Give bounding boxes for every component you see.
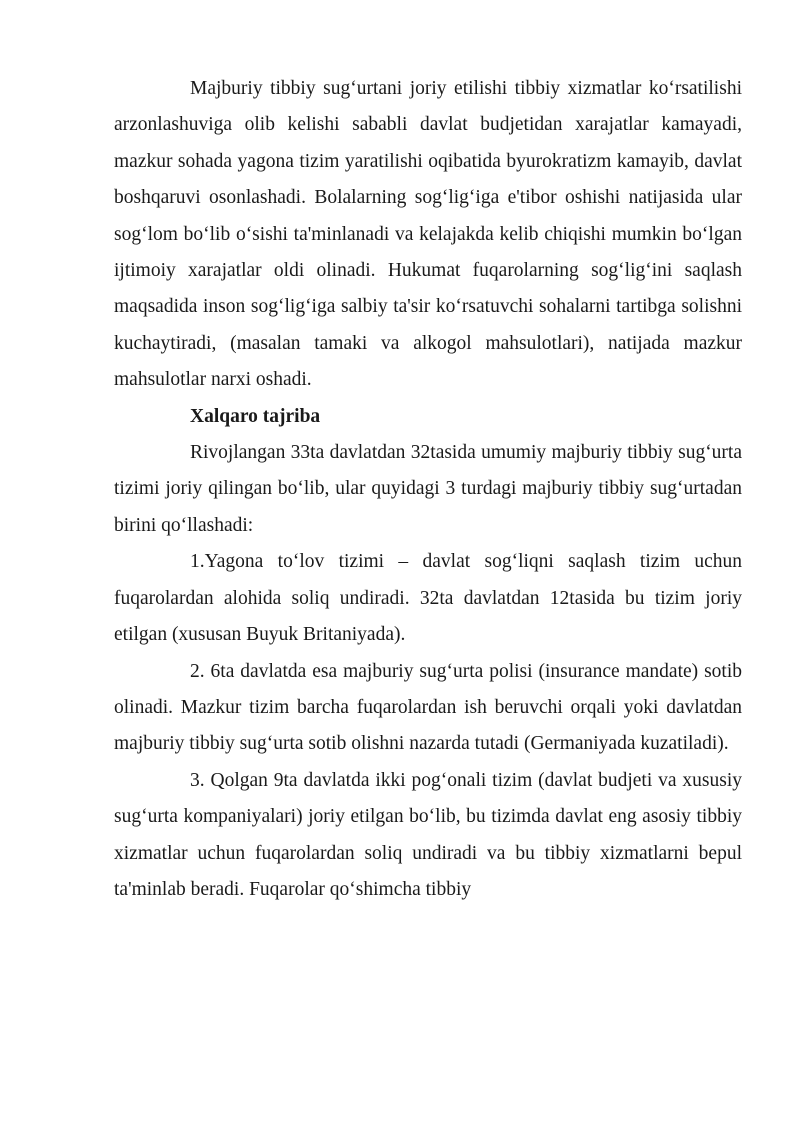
paragraph-item-2: 2. 6ta davlatda esa majburiy sug‘urta polisi (insurance mandate) sotib olinadi. Mazkur tizim barcha fuqarolardan ish beruvchi orqali yoki davlatdan majburiy tibbiy sug‘urta sotib olishni nazarda tutadi (Germaniyada kuzatiladi). [114, 660, 742, 755]
paragraph-item-3: 3. Qolgan 9ta davlatda ikki pog‘onali tizim (davlat budjeti va xususiy sug‘urta kompaniyalari) joriy etilgan bo‘lib, bu tizimda davlat eng asosiy tibbiy xizmatlar uchun fuqarolardan soliq undiradi va bu tibbiy xizmatlarni bepul ta'minlab beradi. Fuqarolar qo‘shimcha tibbiy [114, 769, 742, 900]
paragraph-intro: Rivojlangan 33ta davlatdan 32tasida umumiy majburiy tibbiy sug‘urta tizimi joriy qilingan bo‘lib, ular quyidagi 3 turdagi majburiy tibbiy sug‘urtadan birini qo‘llashadi: [114, 442, 742, 536]
section-heading: Xalqaro tajriba [190, 405, 321, 427]
paragraph-item-1: 1.Yagona to‘lov tizimi – davlat sog‘liqni saqlash tizim uchun fuqarolardan alohida soliq undiradi. 32ta davlatdan 12tasida bu tizim joriy etilgan (xususan Buyuk Britaniyada). [114, 551, 742, 646]
document-page [114, 71, 742, 908]
paragraph-benefits: Majburiy tibbiy sug‘urtani joriy etilishi tibbiy xizmatlar ko‘rsatilishi arzonlashuviga olib kelishi sababli davlat budjetidan xarajatlar kamayadi, mazkur sohada yagona tizim yaratilishi oqibatida byurokratizm kamayib, davlat boshqaruvi osonlashadi. Bolalarning sog‘lig‘iga e'tibor oshishi natijasida ular sog‘lom bo‘lib o‘sishi ta'minlanadi va kelajakda kelib chiqishi mumkin bo‘lgan ijtimoiy xarajatlar oldi olinadi. Hukumat fuqarolarning sog‘lig‘ini saqlash maqsadida inson sog‘lig‘iga salbiy ta'sir ko‘rsatuvchi sohalarni tartibga solishni kuchaytiradi, (masalan tamaki va alkogol mahsulotlari), natijada mazkur mahsulotlar narxi oshadi. [114, 78, 742, 391]
